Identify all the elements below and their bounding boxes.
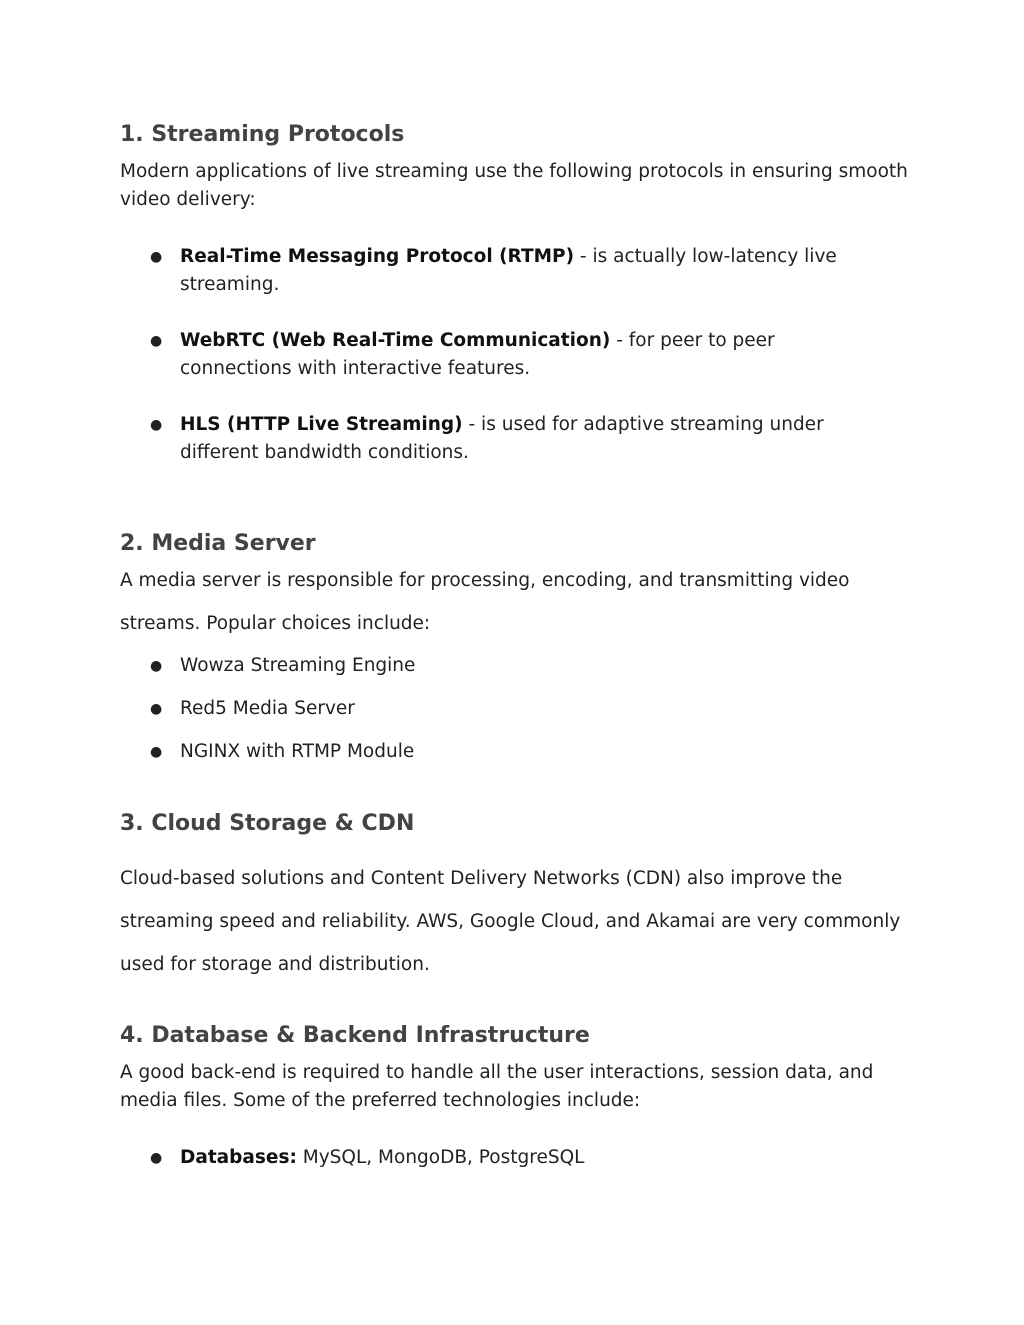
list-item-text: - is used for adaptive streaming under different bandwidth conditions.: [180, 414, 824, 463]
list-item-webrtc: [180, 327, 890, 383]
section-intro-database-backend: A good back-end is required to handle all the user interactions, session data, and media files. Some of the preferred technologies include:: [120, 1062, 874, 1111]
bullet-icon: ●: [150, 333, 163, 349]
list-item-text: MySQL, MongoDB, PostgreSQL: [296, 1147, 585, 1168]
list-item-databases: [180, 1144, 890, 1172]
section-heading-database-backend: 4. Database & Backend Infrastructure: [120, 1023, 590, 1048]
list-item-term: Databases:: [180, 1147, 297, 1168]
list-item-hls: [180, 411, 890, 467]
list-item-term: HLS (HTTP Live Streaming): [180, 414, 463, 435]
list-item-rtmp: [180, 243, 890, 299]
section-intro-cloud-storage: Cloud-based solutions and Content Delivery Networks (CDN) also improve the streaming speed and reliability. AWS, Google Cloud, and Akamai are very commonly used for storage and distribution.: [120, 868, 901, 975]
list-item-text: - is actually low-latency live streaming.: [180, 246, 837, 295]
bullet-icon: ●: [150, 1150, 163, 1166]
section-heading-cloud-storage: 3. Cloud Storage & CDN: [120, 811, 415, 836]
section-intro-streaming-protocols: Modern applications of live streaming use the following protocols in ensuring smooth video delivery:: [120, 161, 908, 210]
list-item-term: Real-Time Messaging Protocol (RTMP): [180, 246, 575, 267]
list-item-nginx: NGINX with RTMP Module: [180, 741, 415, 762]
list-item-text: - for peer to peer connections with interactive features.: [180, 330, 775, 379]
bullet-icon: ●: [150, 417, 163, 433]
bullet-icon: ●: [150, 658, 163, 674]
list-item-red5: Red5 Media Server: [180, 698, 355, 719]
section-heading-streaming-protocols: 1. Streaming Protocols: [120, 122, 405, 147]
list-item-term: WebRTC (Web Real-Time Communication): [180, 330, 611, 351]
list-item-wowza: Wowza Streaming Engine: [180, 655, 416, 676]
bullet-icon: ●: [150, 744, 163, 760]
bullet-icon: ●: [150, 701, 163, 717]
section-heading-media-server: 2. Media Server: [120, 531, 316, 556]
bullet-icon: ●: [150, 249, 163, 265]
section-intro-media-server: A media server is responsible for processing, encoding, and transmitting video streams. Popular choices include:: [120, 570, 850, 634]
